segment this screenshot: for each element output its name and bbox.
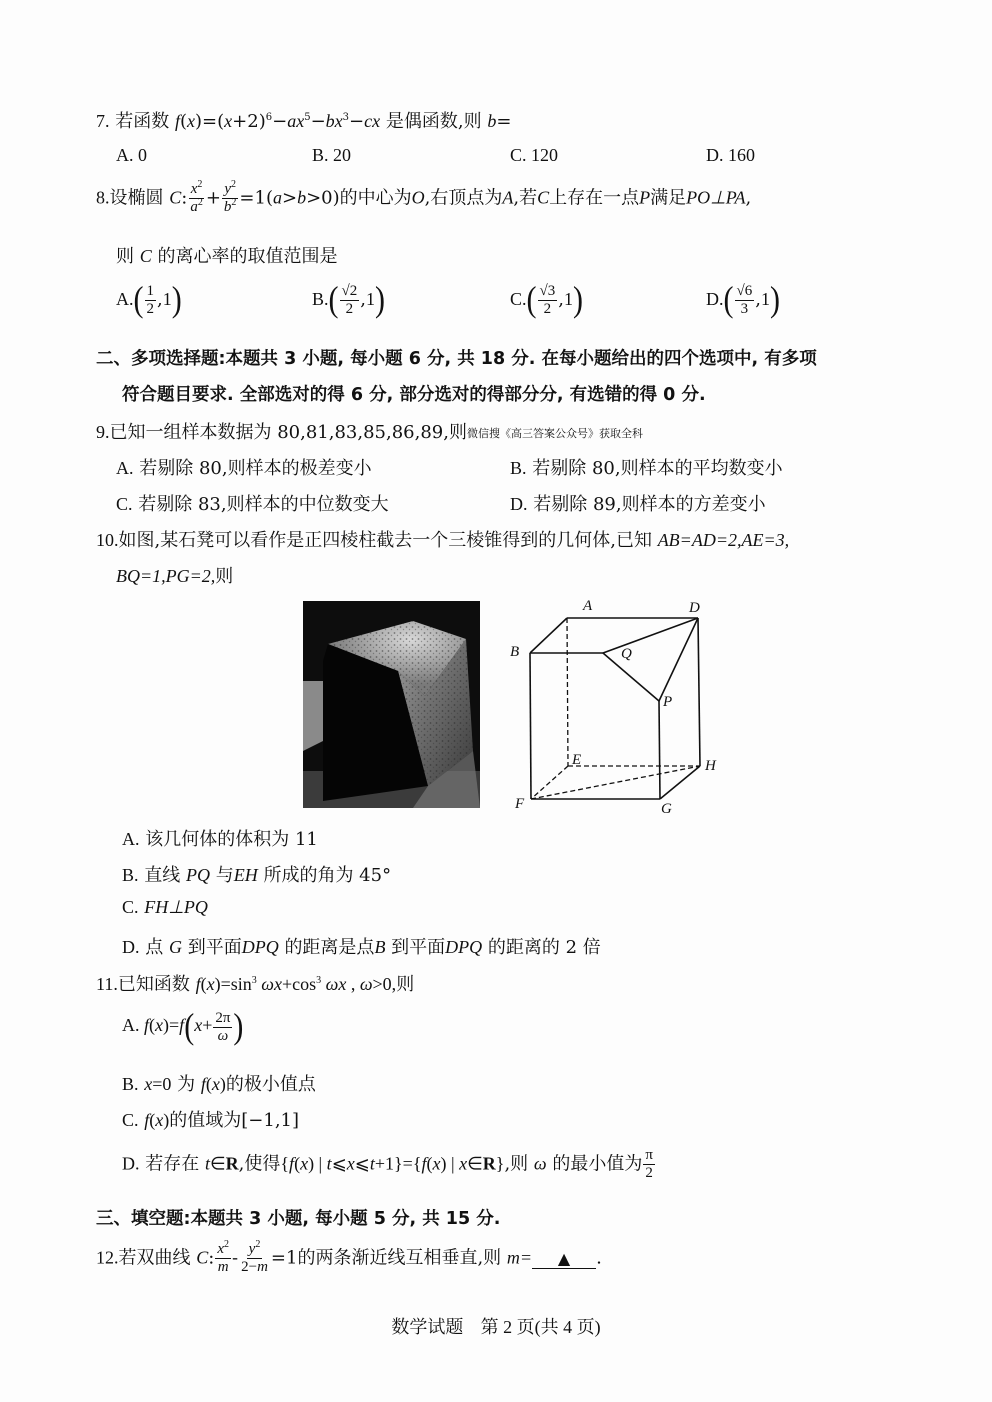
footer-page-number: 第 2 页(共 4 页) [480, 1317, 601, 1337]
q7-option-d: D. 160 [706, 145, 755, 165]
edge-dh [698, 618, 700, 766]
question-9-stem: 9.已知一组样本数据为 80,81,83,85,86,89,则微信搜《高三答案公众号》获取全科 [96, 422, 643, 443]
section-3-heading: 三、填空题:本题共 3 小题, 每小题 5 分, 共 15 分. [96, 1209, 501, 1229]
q7-formula: f [174, 111, 180, 131]
label-g: G [661, 801, 672, 817]
label-f: F [515, 796, 525, 812]
q10-option-c: C. FH⊥PQ [122, 897, 208, 917]
q8-option-a: A.( $\frac{1}{2}$ ,1) [116, 279, 182, 320]
q11-option-c: C. f(x)的值域为[−1,1] [122, 1110, 300, 1131]
q9-option-d: D. 若剔除 89,则样本的方差变小 [510, 494, 766, 515]
label-p: P [663, 694, 673, 710]
q8-frac-y: $\frac{y^2}{b^2}$ [223, 179, 237, 215]
stone-stool-photo [303, 601, 480, 808]
edge-ae-hidden [567, 618, 568, 766]
page-footer [0, 1313, 992, 1339]
q9-option-c: C. 若剔除 83,则样本的中位数变大 [116, 494, 389, 515]
q7-option-a: A. 0 [116, 145, 147, 165]
q8-frac-x: $\frac{x^2}{a^2}$ [190, 179, 203, 215]
edge-fh-hidden [531, 766, 700, 799]
section-2-instructions: 符合题目要求. 全部选对的得 6 分, 部分选对的得部分分, 有选错的得 0 分. [122, 385, 706, 405]
q10-option-a: A. 该几何体的体积为 11 [122, 829, 318, 850]
question-11-stem: 11.已知函数 $f(x)=\sin^3$ $\omega x+\cos^3$ ωx , ω>0,则 [96, 974, 415, 995]
question-10-stem: 10.如图,某石凳可以看作是正四棱柱截去一个三棱锥得到的几何体,已知 AB=AD=2,AE=3, [96, 530, 790, 551]
question-8-stem: 8.设椭圆 C: $\frac{x^2}{a^2}$ + $\frac{y^2}{b^2}$ =1(a>b>0)的中心为O,右顶点为A,若C上存在一点P满足PO⊥PA, [96, 179, 752, 215]
q11-option-a: A. f(x)=f(x+ $\frac{2\pi}{\omega}$ ) [122, 1006, 244, 1047]
label-d: D [689, 600, 700, 616]
q8-option-b: B.( $\frac{√2}{2}$ ,1) [312, 279, 385, 320]
q7-option-c: C. 120 [510, 145, 559, 165]
q10-option-b: B. 直线 PQ 与EH 所成的角为 45° [122, 865, 392, 886]
edge-ef-hidden [531, 766, 568, 799]
edge-bf [530, 653, 531, 799]
label-q: Q [621, 646, 632, 662]
q10-option-d: D. 点 G 到平面DPQ 的距离是点B 到平面DPQ 的距离的 2 倍 [122, 937, 601, 958]
footer-subject: 数学试题 [391, 1317, 464, 1338]
edge-ab [530, 618, 567, 653]
question-12-stem: 12.若双曲线 C: $\frac{x^2}{m}$ - $\frac{y^2}{2-m}$ =1的两条渐近线互相垂直,则 m= ▲ . [96, 1239, 602, 1275]
section-2-heading: 二、多项选择题:本题共 3 小题, 每小题 6 分, 共 18 分. 在每小题给出的四个选项中, 有多项 [96, 349, 817, 369]
q11-option-b: B. x=0 为 f(x)的极小值点 [122, 1074, 316, 1095]
q8-option-c: C.( $\frac{√3}{2}$ ,1) [510, 279, 583, 320]
prism-figure [510, 598, 725, 817]
label-h: H [705, 758, 716, 774]
q11-option-d: D. 若存在 t∈R,使得{f(x) | t⩽x⩽t+1}={f(x) | x∈R},则 ω 的最小值为 $\frac{\pi}{2}$ [122, 1147, 653, 1181]
q9-option-a: A. 若剔除 80,则样本的极差变小 [116, 458, 372, 479]
edge-gh [660, 766, 700, 799]
answer-blank: ▲ [532, 1250, 596, 1269]
edge-pg [659, 701, 660, 799]
watermark-text: 微信搜《高三答案公众号》获取全科 [466, 427, 643, 440]
question-7-stem: 7. 若函数 $f(x)=(x+2)^6-ax^5-bx^3-cx$ 是偶函数,则 b= [96, 111, 512, 132]
label-e: E [572, 752, 582, 768]
q10-stem-line2: BQ=1,PG=2,则 [116, 566, 234, 587]
q7-option-b: B. 20 [312, 145, 352, 165]
q9-option-b: B. 若剔除 80,则样本的平均数变小 [510, 458, 783, 479]
label-b: B [510, 644, 520, 660]
label-a: A [583, 598, 593, 614]
q8-option-d: D.( $\frac{√6}{3}$ ,1) [706, 279, 780, 320]
q8-stem-line2: 则 C 的离心率的取值范围是 [116, 246, 338, 267]
